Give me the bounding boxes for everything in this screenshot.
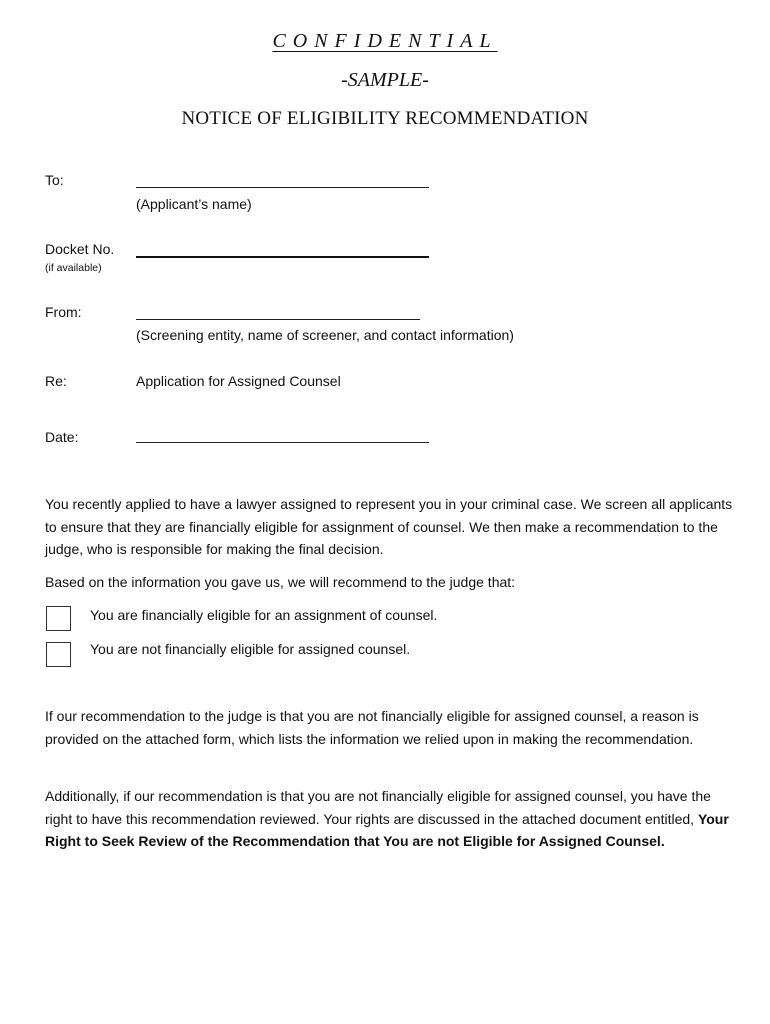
docket-input-line[interactable] bbox=[136, 256, 429, 258]
review-rights-text: Additionally, if our recommendation is that you are not financially eligible for assigned counsel, you have the right to have this recommendation reviewed. Your rights are discussed in the attached document entitled, bbox=[45, 788, 711, 827]
sample-heading: -SAMPLE- bbox=[341, 69, 429, 91]
recommendation-intro: Based on the information you gave us, we will recommend to the judge that: bbox=[45, 574, 516, 590]
confidential-heading: CONFIDENTIAL bbox=[272, 30, 498, 52]
review-rights-paragraph bbox=[45, 785, 735, 853]
from-label: From: bbox=[45, 304, 82, 320]
review-rights-end: . bbox=[660, 833, 665, 849]
eligible-checkbox[interactable] bbox=[46, 606, 71, 631]
date-input-line[interactable] bbox=[136, 442, 429, 443]
re-label: Re: bbox=[45, 373, 67, 389]
re-value: Application for Assigned Counsel bbox=[136, 373, 341, 389]
intro-paragraph: You recently applied to have a lawyer assigned to represent you in your criminal case. We screen all applicants to ensure that they are financially eligible for assignment of counsel. We then make a recommendation to the judge, who is responsible for making the final decision. bbox=[45, 496, 733, 557]
not-eligible-option-label: You are not financially eligible for assigned counsel. bbox=[90, 641, 411, 657]
eligible-option-label: You are financially eligible for an assignment of counsel. bbox=[90, 607, 438, 623]
to-hint: (Applicant’s name) bbox=[136, 196, 252, 212]
to-label: To: bbox=[45, 172, 64, 188]
not-eligible-checkbox[interactable] bbox=[46, 642, 71, 667]
docket-label: Docket No. bbox=[45, 241, 115, 257]
to-input-line[interactable] bbox=[136, 187, 429, 188]
from-hint: (Screening entity, name of screener, and contact information) bbox=[136, 327, 514, 343]
from-input-line[interactable] bbox=[136, 319, 420, 320]
document-title: NOTICE OF ELIGIBILITY RECOMMENDATION bbox=[181, 108, 589, 129]
date-label: Date: bbox=[45, 429, 79, 445]
reason-paragraph: If our recommendation to the judge is that you are not financially eligible for assigned counsel, a reason is provided on the attached form, which lists the information we relied upon in making the recommendation. bbox=[45, 708, 699, 747]
review-document-title: Your Right to Seek Review of the Recommendation that You are not Eligible for Assigned Counsel bbox=[45, 810, 729, 849]
docket-sublabel: (if available) bbox=[45, 262, 102, 274]
